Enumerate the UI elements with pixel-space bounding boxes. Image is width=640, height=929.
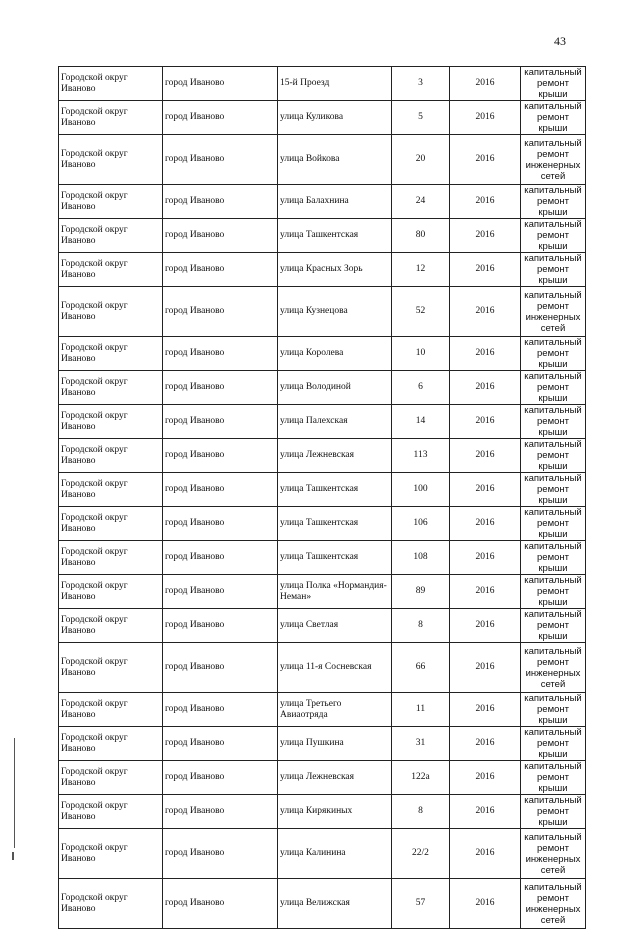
table-row — [59, 643, 586, 693]
house-cell: 11 — [392, 693, 450, 727]
table-row — [59, 829, 586, 879]
year-cell: 2016 — [450, 829, 521, 879]
region-cell: Городской округ Иваново — [59, 405, 163, 439]
street-cell: улица Полка «Нормандия-Неман» — [278, 575, 392, 609]
street-cell: улица Велижская — [278, 879, 392, 929]
table-row — [59, 67, 586, 101]
year-cell: 2016 — [450, 507, 521, 541]
city-cell: город Иваново — [163, 473, 278, 507]
street-cell: улица 11-я Сосневская — [278, 643, 392, 693]
region-cell: Городской округ Иваново — [59, 287, 163, 337]
year-cell: 2016 — [450, 135, 521, 185]
work-cell: капитальный ремонт инженерных сетей — [521, 287, 586, 337]
year-cell: 2016 — [450, 761, 521, 795]
street-cell: улица Ташкентская — [278, 219, 392, 253]
year-cell: 2016 — [450, 439, 521, 473]
table-row — [59, 761, 586, 795]
street-cell: улица Балахнина — [278, 185, 392, 219]
house-cell: 57 — [392, 879, 450, 929]
region-cell: Городской округ Иваново — [59, 795, 163, 829]
house-cell: 113 — [392, 439, 450, 473]
table-row — [59, 693, 586, 727]
region-cell: Городской округ Иваново — [59, 643, 163, 693]
house-cell: 24 — [392, 185, 450, 219]
work-cell: капитальный ремонт крыши — [521, 405, 586, 439]
year-cell: 2016 — [450, 643, 521, 693]
house-cell: 8 — [392, 609, 450, 643]
work-cell: капитальный ремонт крыши — [521, 507, 586, 541]
street-cell: улица Ташкентская — [278, 507, 392, 541]
table-row — [59, 135, 586, 185]
city-cell: город Иваново — [163, 371, 278, 405]
year-cell: 2016 — [450, 185, 521, 219]
table-row — [59, 879, 586, 929]
table-row — [59, 219, 586, 253]
street-cell: 15-й Проезд — [278, 67, 392, 101]
house-cell: 31 — [392, 727, 450, 761]
street-cell: улица Лежневская — [278, 761, 392, 795]
street-cell: улица Пушкина — [278, 727, 392, 761]
house-cell: 8 — [392, 795, 450, 829]
house-cell: 14 — [392, 405, 450, 439]
work-cell: капитальный ремонт крыши — [521, 541, 586, 575]
work-cell: капитальный ремонт инженерных сетей — [521, 643, 586, 693]
city-cell: город Иваново — [163, 67, 278, 101]
street-cell: улица Кузнецова — [278, 287, 392, 337]
year-cell: 2016 — [450, 219, 521, 253]
region-cell: Городской округ Иваново — [59, 371, 163, 405]
region-cell: Городской округ Иваново — [59, 253, 163, 287]
region-cell: Городской округ Иваново — [59, 135, 163, 185]
house-cell: 52 — [392, 287, 450, 337]
city-cell: город Иваново — [163, 541, 278, 575]
region-cell: Городской округ Иваново — [59, 541, 163, 575]
street-cell: улица Королева — [278, 337, 392, 371]
city-cell: город Иваново — [163, 761, 278, 795]
table-row — [59, 727, 586, 761]
scan-mark — [12, 852, 14, 860]
table-row — [59, 439, 586, 473]
street-cell: улица Войкова — [278, 135, 392, 185]
work-cell: капитальный ремонт инженерных сетей — [521, 879, 586, 929]
year-cell: 2016 — [450, 101, 521, 135]
table-row — [59, 101, 586, 135]
region-cell: Городской округ Иваново — [59, 101, 163, 135]
region-cell: Городской округ Иваново — [59, 829, 163, 879]
house-cell: 3 — [392, 67, 450, 101]
street-cell: улица Светлая — [278, 609, 392, 643]
work-cell: капитальный ремонт крыши — [521, 219, 586, 253]
page-number: 43 — [554, 34, 566, 48]
region-cell: Городской округ Иваново — [59, 67, 163, 101]
year-cell: 2016 — [450, 575, 521, 609]
house-cell: 12 — [392, 253, 450, 287]
work-cell: капитальный ремонт крыши — [521, 473, 586, 507]
house-cell: 20 — [392, 135, 450, 185]
year-cell: 2016 — [450, 727, 521, 761]
work-cell: капитальный ремонт крыши — [521, 761, 586, 795]
year-cell: 2016 — [450, 541, 521, 575]
table-row — [59, 287, 586, 337]
house-cell: 6 — [392, 371, 450, 405]
house-cell: 66 — [392, 643, 450, 693]
street-cell: улица Лежневская — [278, 439, 392, 473]
region-cell: Городской округ Иваново — [59, 219, 163, 253]
street-cell: улица Ташкентская — [278, 541, 392, 575]
house-cell: 89 — [392, 575, 450, 609]
year-cell: 2016 — [450, 337, 521, 371]
repair-table-body — [59, 67, 586, 929]
work-cell: капитальный ремонт крыши — [521, 101, 586, 135]
year-cell: 2016 — [450, 253, 521, 287]
table-row — [59, 405, 586, 439]
table-row — [59, 575, 586, 609]
house-cell: 22/2 — [392, 829, 450, 879]
city-cell: город Иваново — [163, 185, 278, 219]
year-cell: 2016 — [450, 287, 521, 337]
region-cell: Городской округ Иваново — [59, 761, 163, 795]
work-cell: капитальный ремонт крыши — [521, 727, 586, 761]
table-row — [59, 185, 586, 219]
region-cell: Городской округ Иваново — [59, 727, 163, 761]
house-cell: 122а — [392, 761, 450, 795]
region-cell: Городской округ Иваново — [59, 185, 163, 219]
region-cell: Городской округ Иваново — [59, 609, 163, 643]
table-row — [59, 507, 586, 541]
street-cell: улица Третьего Авиаотряда — [278, 693, 392, 727]
region-cell: Городской округ Иваново — [59, 575, 163, 609]
city-cell: город Иваново — [163, 439, 278, 473]
year-cell: 2016 — [450, 795, 521, 829]
city-cell: город Иваново — [163, 575, 278, 609]
street-cell: улица Куликова — [278, 101, 392, 135]
table-row — [59, 795, 586, 829]
work-cell: капитальный ремонт крыши — [521, 439, 586, 473]
year-cell: 2016 — [450, 693, 521, 727]
work-cell: капитальный ремонт инженерных сетей — [521, 829, 586, 879]
work-cell: капитальный ремонт крыши — [521, 337, 586, 371]
work-cell: капитальный ремонт крыши — [521, 575, 586, 609]
street-cell: улица Палехская — [278, 405, 392, 439]
year-cell: 2016 — [450, 405, 521, 439]
house-cell: 108 — [392, 541, 450, 575]
region-cell: Городской округ Иваново — [59, 473, 163, 507]
city-cell: город Иваново — [163, 727, 278, 761]
work-cell: капитальный ремонт крыши — [521, 693, 586, 727]
house-cell: 100 — [392, 473, 450, 507]
city-cell: город Иваново — [163, 219, 278, 253]
city-cell: город Иваново — [163, 507, 278, 541]
table-row — [59, 541, 586, 575]
street-cell: улица Кирякиных — [278, 795, 392, 829]
street-cell: улица Калинина — [278, 829, 392, 879]
region-cell: Городской округ Иваново — [59, 439, 163, 473]
house-cell: 5 — [392, 101, 450, 135]
street-cell: улица Володиной — [278, 371, 392, 405]
year-cell: 2016 — [450, 371, 521, 405]
city-cell: город Иваново — [163, 253, 278, 287]
table-row — [59, 473, 586, 507]
city-cell: город Иваново — [163, 405, 278, 439]
year-cell: 2016 — [450, 609, 521, 643]
scan-mark — [14, 738, 15, 848]
work-cell: капитальный ремонт крыши — [521, 67, 586, 101]
work-cell: капитальный ремонт инженерных сетей — [521, 135, 586, 185]
street-cell: улица Красных Зорь — [278, 253, 392, 287]
house-cell: 80 — [392, 219, 450, 253]
year-cell: 2016 — [450, 67, 521, 101]
year-cell: 2016 — [450, 879, 521, 929]
table-row — [59, 337, 586, 371]
city-cell: город Иваново — [163, 879, 278, 929]
work-cell: капитальный ремонт крыши — [521, 795, 586, 829]
table-row — [59, 371, 586, 405]
house-cell: 10 — [392, 337, 450, 371]
city-cell: город Иваново — [163, 609, 278, 643]
city-cell: город Иваново — [163, 135, 278, 185]
street-cell: улица Ташкентская — [278, 473, 392, 507]
table-row — [59, 609, 586, 643]
work-cell: капитальный ремонт крыши — [521, 371, 586, 405]
year-cell: 2016 — [450, 473, 521, 507]
region-cell: Городской округ Иваново — [59, 693, 163, 727]
work-cell: капитальный ремонт крыши — [521, 185, 586, 219]
city-cell: город Иваново — [163, 101, 278, 135]
work-cell: капитальный ремонт крыши — [521, 609, 586, 643]
city-cell: город Иваново — [163, 693, 278, 727]
region-cell: Городской округ Иваново — [59, 879, 163, 929]
repair-table — [58, 66, 586, 929]
city-cell: город Иваново — [163, 287, 278, 337]
city-cell: город Иваново — [163, 795, 278, 829]
table-row — [59, 253, 586, 287]
region-cell: Городской округ Иваново — [59, 507, 163, 541]
city-cell: город Иваново — [163, 829, 278, 879]
work-cell: капитальный ремонт крыши — [521, 253, 586, 287]
region-cell: Городской округ Иваново — [59, 337, 163, 371]
city-cell: город Иваново — [163, 337, 278, 371]
house-cell: 106 — [392, 507, 450, 541]
city-cell: город Иваново — [163, 643, 278, 693]
